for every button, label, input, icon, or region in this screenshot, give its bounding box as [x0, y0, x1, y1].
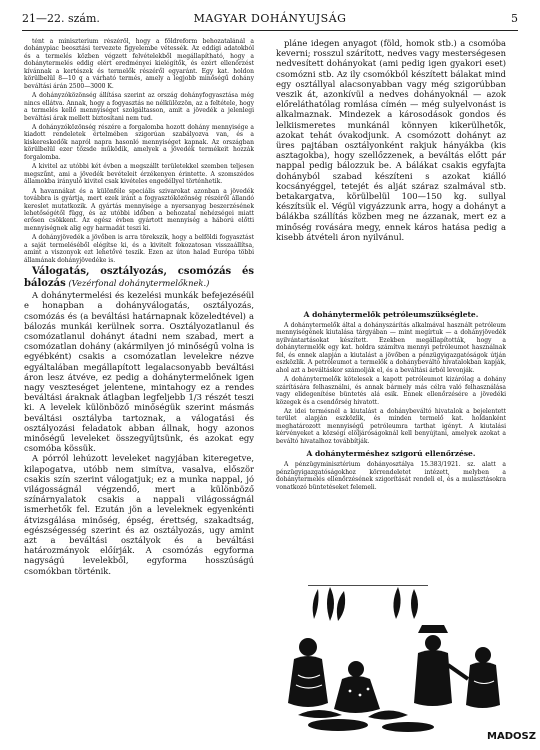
- left-paragraph: A kivitel az utóbbi két évben a megszállt területekkel szemben teljesen megszűnt, ami a jövedék bevételeit érzékenyen érintette. A szomszédos államokba irányuló kivitel csak kivételes engedéllyel történhetik.: [24, 163, 254, 186]
- issue-number: 21—22. szám.: [22, 12, 100, 25]
- article-paragraph: A pórról lehúzott leveleket nagyjában kiteregetve, kilapogatva, utóbb nem simítva, vasalva, először csakis szín szerint válogatjuk; ez a munka nappal, jó világosságnál végzendő, mert a különböző színárnyalatok csakis a nappali világosságnál ismerhetők fel. Ezután jön a leveleknek egyenkénti átvizsgálása minőség, épség, érettség, szakadtság, egészségesség szerint és az osztályozás, ugy amint azt a beváltási osztályok és a beváltási határozmányok előírják. A csomózás egyforma nagyságú levelekből, egyforma hosszúságú csomókban történik.: [24, 453, 254, 576]
- page-header: [22, 12, 518, 28]
- article-subtitle: (Vezérfonal dohánytermelőknek.): [68, 278, 210, 289]
- right-column-top: [276, 38, 506, 303]
- article-paragraph: A dohánytermelési és kezelési munkák befejezéséül e honapban a dohányválogatás, osztályozás, csomózás és (a beváltási határnapnak közeledtével) a bálozás munkái kerülnek sorra. Osztályozatlanul és csomózatlanul dohányt átadni nem szabad, mert a csomózatlan dohány (akármilyen jó minőségű volna is egyébként) csakis a csomózatlan levelekre nézve egyáltalában megállapított legalacsonyabb beváltási áron lesz átvéve, ez pedig a dohánytermelőnek igen nagy veszteséget jelentene, mintahogy ez a rendes beváltási áraknak átlagban legfeljebb 1/3 részét teszi ki. A levelek különböző minőségük szerint másmás beváltási osztályba tartoznak, a válogatási és osztályozási feladatok abban állnak, hogy azonos minőségű leveleket összegyűjtsünk, és azokat egy csomóba kössük.: [24, 290, 254, 454]
- left-column: [24, 38, 254, 738]
- control-paragraph: A pénzügyminisztérium dohányosztálya 15.383/1921. sz. alatt a pénzügyigazgatóságokhoz körrendeletet intézett, melyben a dohánytermelés ellenőrzésének szigorítását rendeli el, és a mulasztásokra vonatkozó büntetéseket felemeli.: [276, 461, 506, 491]
- header-rule: [22, 30, 518, 31]
- left-paragraph: A havannákat és a különféle speciális szivarokat azonban a jövedék továbbra is gyártja, mert ezek iránt a fogyasztóközönség részéről állandó kereslet mutatkozik. A gyártás mennyisége a nyersanyag beszerzésének lehetőségétől függ, és az utóbbi időben a behozatal nehézségei miatt erősen csökkent. Az egész évben gyártott mennyiség a háború előtti mennyiségnek alig egy harmadát teszi ki.: [24, 187, 254, 232]
- page-number: 5: [511, 12, 518, 25]
- petroleum-heading: A dohánytermelők petróleumszükséglete.: [303, 310, 479, 319]
- left-paragraph: A dohányzóközönség állítása szerint az ország dohányfogyasztása még nincs ellátva. Annak, hogy a fogyasztás ne nélkülözzön, az a feltétele, hogy a termelés kellő mennyiséget szolgáltasson, amit a jövedék a jelenlegi beváltási árak mellett biztosítani nem tud.: [24, 92, 254, 122]
- right-column-middle: [276, 306, 506, 582]
- petroleum-paragraph: A dohánytermelők által a dohányszárítás alkalmával használt petróleum mennyiségének kiutalása tárgyában — mint megírtuk — a dohányjövedék nyilvántartásokat készített. Ezekben megállapították, hogy a dohánytermelők egy kat. holdra számítva mennyi petróleumot használnak fel, és ennek alapján a kiutalást a jövőben a pénzügyigazgatóságok útján eszközlik. A petróleumot a termelők a dohánybeváltó hivatalokban kapják, ahol azt a beváltáskor számolják el, és a beváltási árból levonják.: [276, 322, 506, 374]
- article-block: [24, 266, 254, 576]
- petroleum-paragraph: A dohánytermelők kötelesek a kapott petróleumot kizárólag a dohány szárítására felhasználni, és annak bármely más célra való felhasználása vagy elidegenítése büntetés alá esik. Ennek ellenőrzésére a jövedéki közegek és a csendőrség hivatott.: [276, 376, 506, 406]
- journal-title: MAGYAR DOHÁNYUJSÁG: [193, 12, 347, 25]
- left-paragraph: tént a miniszterium részéről, hogy a földreform behozatalánál a dohánypiac beosztási tervezete figyelembe vétessék. Az eddigi adatokból és a termelés közben végzett felvételekből megállapítható, hogy a dohánytermelés eddig elért eredményei kielégítők, és ezért ellenőrzést kívánnak a kertészek és termelők részéről egyaránt. Egy kat. holdon körülbelül 8—10 q a várható termés, amely a legjobb minőségű dohány beváltási árán 2500—3000 K.: [24, 38, 254, 90]
- article-lead: [24, 266, 254, 290]
- tobacco-workers-illustration: [278, 585, 510, 737]
- article-heading: Válogatás, osztályozás, csomózás és bálozás: [24, 266, 254, 290]
- right-top-paragraph: pláne idegen anyagot (föld, homok stb.) a csomóba keverni; rosszul szárított, nedves vagy mesterségesen nedvesített dohányokat (ami pedig igen gyakori eset) csomózni stb. Az ily csomókból készített bálakat mind egy osztállyal alacsonyabban vagy még szigorúbban veszik át, azonkívül a nedves dohányoknál — azok előreláthatólag romlása címén — még sulyelvonást is alkalmaznak. Mindezek a károsodások gondos és lelkiismeretes munkánál könnyen kikerülhetők, azokat tehát óvakodjunk. A csomózott dohányt az üres pajtában osztályonként rakjuk hányákba (kis asztagokba), hogy szellőzzenek, a beváltás előtt pár nappal pedig bálozzuk be. A bálákat csakis egyfajta dohányból szabad készíteni s azokat kiálló kocsányéggel, tetejét és alját száraz szalmával stb. betakargatva, körülbelül 100—150 kg. sullyal készítsük el. Végül vigyázzunk arra, hogy a dohányt a bálákba szállítás közben meg ne ázzanak, mert ez a minőség rovására megy, ennek káros hatása pedig a kisebb átvételi áron nyilvánul.: [276, 38, 506, 242]
- illustration-signature: MADOSZ: [487, 731, 536, 742]
- left-paragraph: A dohányzóközönség részére a forgalomba hozott dohány mennyisége a kiadott rendeletek értelmében szigorúan szabályozva van, és a kiskereskedők napról napra hasonló mennyiséget kapnak. Az országban körülbelül ezer tőzsde működik, amelyek a jövedék termékeit hozzák forgalomba.: [24, 123, 254, 161]
- petroleum-paragraph: Az idei termésnél a kiutalást a dohánybeváltó hivatalok a bejelentett terület alapján eszközlik, és minden termelő kat. holdanként meghatározott mennyiségű petróleumra tarthat igényt. A kiutalási kérvényeket a községi elöljáróságoknál kell benyújtani, amelyek azokat a beváltó hivatalhoz továbbítják.: [276, 407, 506, 445]
- left-paragraph: A dohányjövedék a jövőben is arra törekszik, hogy a belföldi fogyasztást a saját termeléséből elégítse ki, és a kivitelt fokozatosan visszaállítsa, amint a viszonyok ezt lehetővé teszik. Ezen az úton halad Európa többi államának dohányjövedéke is.: [24, 234, 254, 264]
- control-heading: A dohányterméshez szigorú ellenőrzése.: [306, 449, 476, 459]
